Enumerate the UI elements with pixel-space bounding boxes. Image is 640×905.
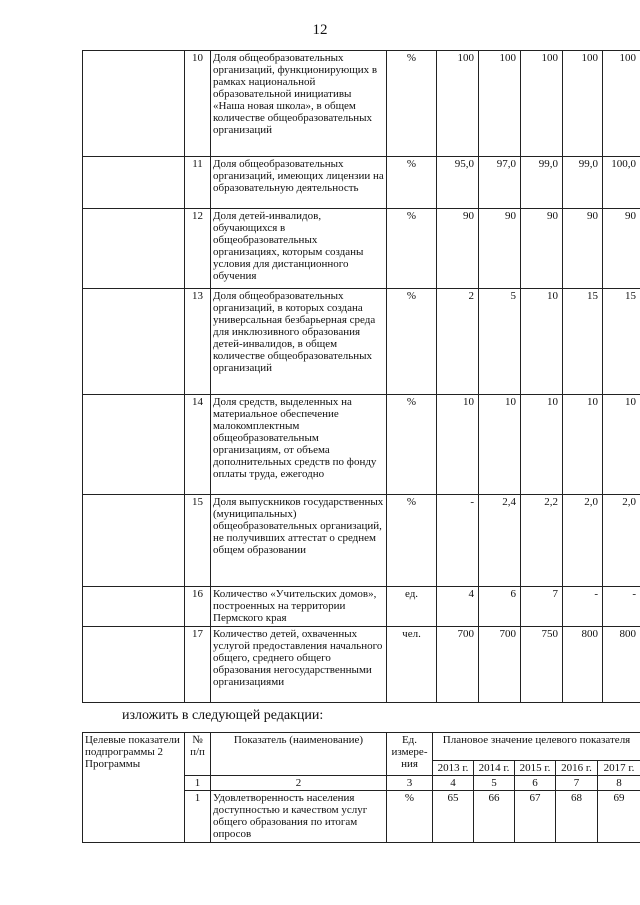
row-value: 65	[433, 791, 474, 843]
page-number: 12	[312, 22, 328, 38]
row-value: 100	[521, 51, 563, 157]
row-name: Количество детей, охваченных услугой предоставления начального общего, среднего общего образования негосударственными организациями	[211, 627, 387, 703]
row-number: 13	[185, 289, 211, 395]
index-cell: 3	[387, 776, 433, 791]
row-value: 68	[556, 791, 598, 843]
header-unit: Ед. измере-ния	[387, 733, 433, 776]
row-value: 800	[603, 627, 640, 703]
left-empty-cell	[83, 289, 185, 395]
row-value: 99,0	[521, 157, 563, 209]
row-value: 100	[437, 51, 479, 157]
left-empty-cell	[83, 51, 185, 157]
row-number: 11	[185, 157, 211, 209]
row-number: 16	[185, 587, 211, 627]
row-value: 90	[521, 209, 563, 289]
row-name: Доля средств, выделенных на материальное обеспечение малокомплектным общеобразовательным организациям, от объема дополнительных средств по фонду оплаты труда, ежегодно	[211, 395, 387, 495]
row-unit: %	[387, 51, 437, 157]
table-row	[83, 157, 640, 209]
row-value: 90	[603, 209, 640, 289]
row-value: 2,2	[521, 495, 563, 587]
year-2013: 2013 г.	[433, 761, 474, 776]
row-unit: %	[387, 209, 437, 289]
row-name: Доля общеобразовательных организаций, функционирующих в рамках национальной образовательной инициативы «Наша новая школа», в общем количестве общеобразовательных организаций	[211, 51, 387, 157]
year-2016: 2016 г.	[556, 761, 598, 776]
row-value: 99,0	[563, 157, 603, 209]
row-value: 90	[437, 209, 479, 289]
header-plan: Плановое значение целевого показателя	[433, 733, 640, 761]
row-unit: %	[387, 395, 437, 495]
row-value: 100	[603, 51, 640, 157]
row-value: 2,0	[563, 495, 603, 587]
left-empty-cell	[83, 395, 185, 495]
row-name: Доля общеобразовательных организаций, имеющих лицензии на образовательную деятельность	[211, 157, 387, 209]
row-value: 2,0	[603, 495, 640, 587]
row-value: -	[603, 587, 640, 627]
year-2017: 2017 г.	[598, 761, 640, 776]
row-value: 66	[474, 791, 515, 843]
row-unit: %	[387, 791, 433, 843]
row-value: 5	[479, 289, 521, 395]
header-num: № п/п	[185, 733, 211, 776]
index-cell: 4	[433, 776, 474, 791]
table-row	[83, 51, 640, 157]
row-unit: %	[387, 157, 437, 209]
row-value: 10	[437, 395, 479, 495]
left-empty-cell	[83, 587, 185, 627]
table-row	[83, 627, 640, 703]
table-row	[83, 495, 640, 587]
row-unit: ед.	[387, 587, 437, 627]
index-cell: 1	[185, 776, 211, 791]
row-value: 10	[521, 289, 563, 395]
row-name: Доля детей-инвалидов, обучающихся в общеобразовательных организациях, которым созданы условия для дистанционного обучения	[211, 209, 387, 289]
row-number: 17	[185, 627, 211, 703]
row-number: 14	[185, 395, 211, 495]
row-value: 69	[598, 791, 640, 843]
row-value: 15	[603, 289, 640, 395]
index-cell: 5	[474, 776, 515, 791]
row-name: Доля выпускников государственных (муниципальных) общеобразовательных организаций, не получивших аттестат о среднем общем образовании	[211, 495, 387, 587]
indicators-table-new	[82, 732, 640, 843]
row-value: 2	[437, 289, 479, 395]
row-number: 1	[185, 791, 211, 843]
row-value: 800	[563, 627, 603, 703]
left-empty-cell	[83, 209, 185, 289]
row-value: -	[437, 495, 479, 587]
row-value: -	[563, 587, 603, 627]
left-empty-cell	[83, 495, 185, 587]
header-name: Показатель (наименование)	[211, 733, 387, 776]
row-name: Доля общеобразовательных организаций, в которых создана универсальная безбарьерная среда для инклюзивного образования детей-инвалидов, в общем количестве общеобразовательных организаций	[211, 289, 387, 395]
row-value: 7	[521, 587, 563, 627]
row-unit: %	[387, 289, 437, 395]
row-value: 100,0	[603, 157, 640, 209]
index-cell: 2	[211, 776, 387, 791]
year-2014: 2014 г.	[474, 761, 515, 776]
index-cell: 6	[515, 776, 556, 791]
index-cell: 7	[556, 776, 598, 791]
row-value: 700	[479, 627, 521, 703]
subprogram-label: Целевые показатели подпрограммы 2 Программы	[83, 733, 185, 843]
row-number: 15	[185, 495, 211, 587]
row-unit: %	[387, 495, 437, 587]
row-unit: чел.	[387, 627, 437, 703]
row-value: 700	[437, 627, 479, 703]
row-value: 10	[603, 395, 640, 495]
left-empty-cell	[83, 157, 185, 209]
row-value: 97,0	[479, 157, 521, 209]
row-value: 2,4	[479, 495, 521, 587]
table-row	[83, 289, 640, 395]
row-value: 90	[479, 209, 521, 289]
left-empty-cell	[83, 627, 185, 703]
row-name: Удовлетворенность населения доступностью и качеством услуг общего образования по итогам опросов	[211, 791, 387, 843]
row-value: 10	[479, 395, 521, 495]
row-value: 90	[563, 209, 603, 289]
row-value: 95,0	[437, 157, 479, 209]
row-value: 15	[563, 289, 603, 395]
row-value: 4	[437, 587, 479, 627]
row-value: 67	[515, 791, 556, 843]
row-value: 100	[479, 51, 521, 157]
intro-text: изложить в следующей редакции:	[122, 708, 324, 723]
row-number: 10	[185, 51, 211, 157]
row-value: 10	[521, 395, 563, 495]
year-2015: 2015 г.	[515, 761, 556, 776]
row-value: 6	[479, 587, 521, 627]
row-value: 750	[521, 627, 563, 703]
table-row	[83, 395, 640, 495]
row-number: 12	[185, 209, 211, 289]
row-value: 10	[563, 395, 603, 495]
row-value: 100	[563, 51, 603, 157]
table-row	[83, 587, 640, 627]
indicators-table-continued	[82, 50, 640, 703]
table-row	[83, 209, 640, 289]
row-name: Количество «Учительских домов», построенных на территории Пермского края	[211, 587, 387, 627]
index-cell: 8	[598, 776, 640, 791]
